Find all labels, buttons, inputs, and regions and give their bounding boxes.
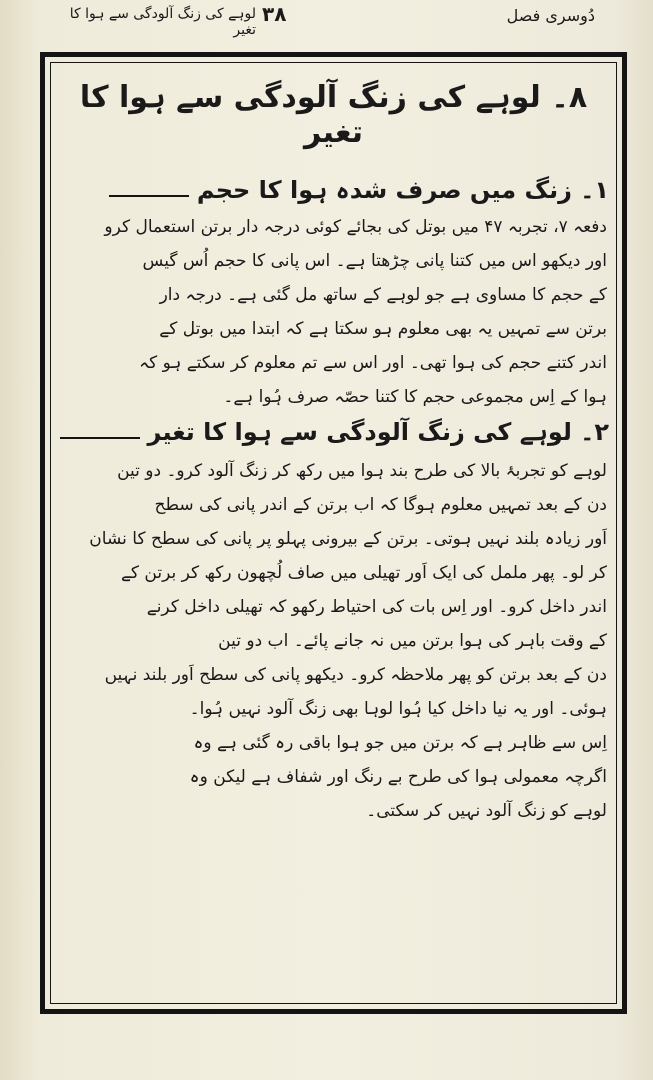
page-number: ۳۸ (262, 2, 287, 26)
running-head (0, 0, 653, 50)
text-line: ہوئی۔ اور یہ نیا داخل کیا ہُوا لوہا بھی زنگ آلود نہیں ہُوا۔ (189, 699, 607, 719)
section-heading-text: ۱۔ زنگ میں صرف شدہ ہوا کا حجم (196, 176, 609, 204)
text-line: اندر کتنے حجم کی ہوا تھی۔ اور اس سے تم معلوم کر سکتے ہو کہ (139, 353, 607, 373)
chapter-label: دُوسری فصل (506, 6, 595, 25)
text-line: کر لو۔ پھر ململ کی ایک اَور تھیلی میں صاف لُچھون رکھ کر برتن کے (120, 563, 607, 583)
text-line: برتن سے تمہیں یہ بھی معلوم ہو سکتا ہے کہ ابتدا میں بوتل کے (159, 319, 607, 339)
text-line: اور دیکھو اس میں کتنا پانی چڑھتا ہے۔ اس پانی کا حجم اُس گیس (142, 251, 607, 271)
text-line: دفعہ ۷، تجربہ ۴۷ میں بوتل کی بجائے کوئی درجہ دار برتن استعمال کرو (104, 217, 607, 237)
section-heading-text: ۲۔ لوہے کی زنگ آلودگی سے ہوا کا تغیر (147, 418, 609, 446)
section-heading-2 (58, 414, 609, 450)
text-line: لوہے کو زنگ آلود نہیں کر سکتی۔ (366, 801, 607, 821)
running-title: لوہے کی زنگ آلودگی سے ہوا کا تغیر (69, 6, 256, 38)
heading-rule (109, 195, 189, 197)
text-line: دن کے بعد برتن کو پھر ملاحظہ کرو۔ دیکھو پانی کی سطح اَور بلند نہیں (104, 665, 607, 685)
text-line: اگرچہ معمولی ہوا کی طرح بے رنگ اور شفاف ہے لیکن وہ (189, 767, 607, 787)
text-line: اندر داخل کرو۔ اور اِس بات کی احتیاط رکھو کہ تھیلی داخل کرنے (146, 597, 607, 617)
text-line: کے حجم کا مساوی ہے جو لوہے کے ساتھ مل گئی ہے۔ درجہ دار (159, 285, 607, 305)
text-line: کے وقت باہر کی ہوا برتن میں نہ جانے پائے۔ اب دو تین (218, 631, 607, 651)
section-2-body (58, 454, 609, 828)
page-content (58, 70, 609, 996)
heading-rule (60, 437, 140, 439)
section-heading-1 (58, 172, 609, 208)
section-1-body (58, 210, 609, 414)
text-line: دن کے بعد تمہیں معلوم ہوگا کہ اب برتن کے اندر پانی کی سطح (154, 495, 607, 515)
text-line: لوہے کو تجربۂ بالا کی طرح بند ہوا میں رکھ کر زنگ آلود کرو۔ دو تین (117, 461, 607, 481)
text-line: اِس سے ظاہر ہے کہ برتن میں جو ہوا باقی رہ گئی ہے وہ (193, 733, 607, 753)
chapter-title: ۸۔ لوہے کی زنگ آلودگی سے ہوا کا تغیر (79, 80, 588, 150)
text-line: اَور زیادہ بلند نہیں ہوتی۔ برتن کے بیرونی پہلو پر پانی کی سطح کا نشان (89, 529, 607, 549)
text-line: ہوا کے اِس مجموعی حجم کا کتنا حصّہ صرف ہُوا ہے۔ (223, 387, 607, 407)
